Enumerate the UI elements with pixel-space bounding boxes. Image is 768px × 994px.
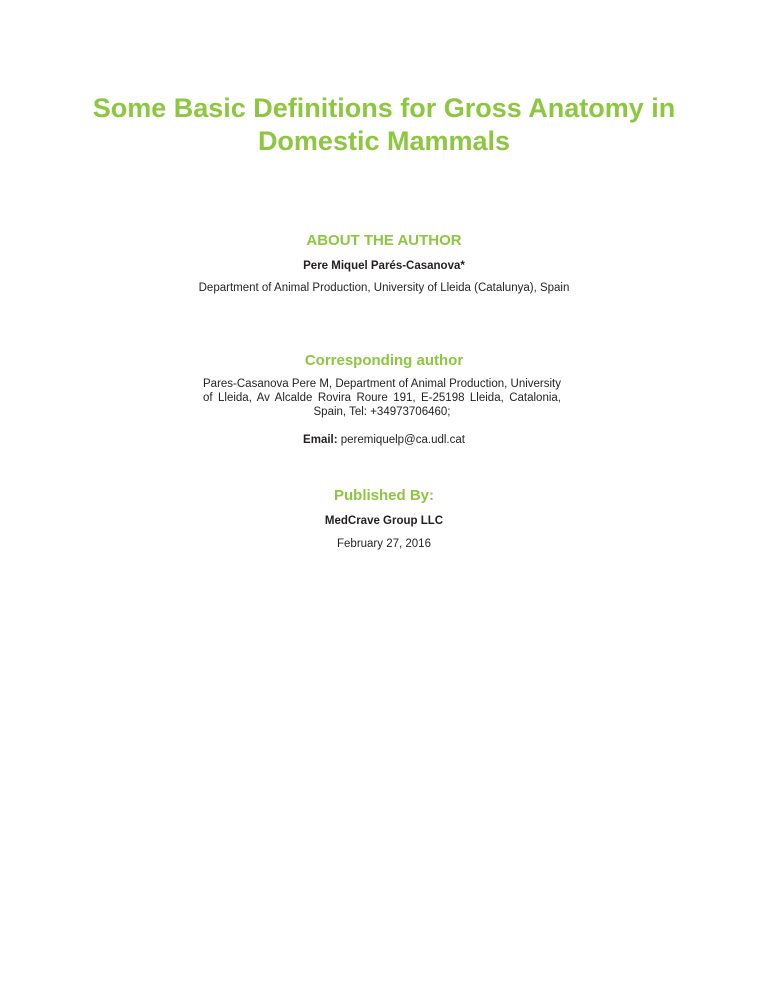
corresponding-address: Pares-Casanova Pere M, Department of Animal Production, University of Lleida, Av Alcalde Rovira Roure 191, E-25198 Lleida, Catalonia, Spain, Tel: +34973706460; xyxy=(203,378,561,418)
email-link[interactable]: peremiquelp@ca.udl.cat xyxy=(340,434,465,446)
publisher-name: MedCrave Group LLC xyxy=(324,515,444,527)
email-label: Email: xyxy=(303,434,338,446)
document-title: Some Basic Definitions for Gross Anatomy in Domestic Mammals xyxy=(92,93,676,156)
author-affiliation: Department of Animal Production, University of Lleida (Catalunya), Spain xyxy=(198,282,570,294)
email-line xyxy=(0,433,768,447)
author-name: Pere Miquel Parés-Casanova* xyxy=(303,260,465,272)
corresponding-author-heading: Corresponding author xyxy=(304,352,464,369)
published-by-heading: Published By: xyxy=(333,487,434,504)
publication-date: February 27, 2016 xyxy=(337,538,431,550)
about-author-heading: ABOUT THE AUTHOR xyxy=(306,232,462,249)
